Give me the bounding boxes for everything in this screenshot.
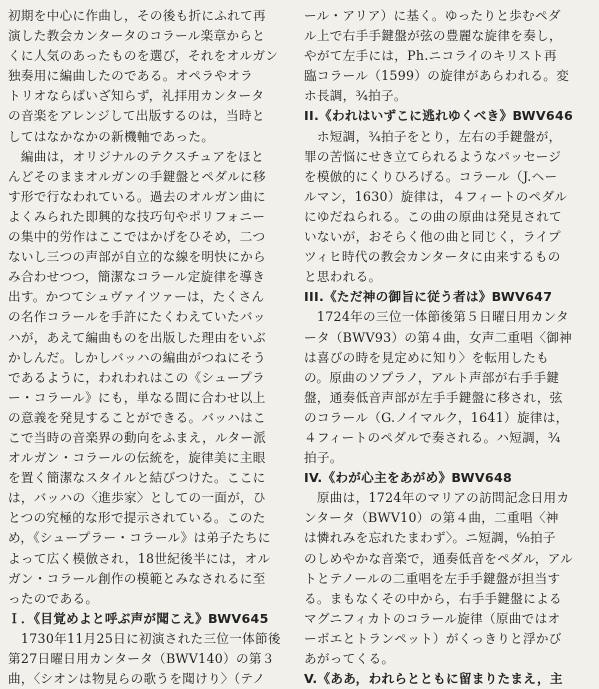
text-line: くに人気のあったものを選び，それをオルガン: [8, 48, 279, 64]
text-line: る。まもなくその中から，右手手鍵盤による: [304, 590, 562, 606]
text-line: ーボエとトランペット）がくっきりと浮かび: [304, 630, 562, 646]
section-heading: V.《ああ，われらとともに留まりたまえ，主: [304, 671, 563, 687]
text-line: の意義を発見することができる。バッハはこ: [8, 409, 266, 425]
text-line: 演した教会カンタータのコラール楽章からと: [8, 28, 266, 44]
text-line: こで当時の音楽界の動向をふまえ，ルター派: [8, 429, 267, 445]
text-line: ないし三つの声部が自立的な線を明快にから: [8, 249, 266, 265]
text-line: の集中的労作はここではかげをひそめ，二つ: [8, 229, 266, 245]
text-line: 原曲は，1724年のマリアの訪問記念日用カ: [304, 490, 570, 506]
text-line: ル上で右手手鍵盤が弦の豊麗な旋律を奏し，: [304, 28, 562, 44]
text-line: 1730年11月25日に初演された三位一体節後: [8, 630, 281, 646]
text-line: してはなかなかの新機軸であった。: [8, 128, 215, 144]
text-line: ガン・コラール創作の模範とみなされるに至: [8, 570, 266, 586]
section-heading: Ｉ．《目覚めよと呼ぶ声が聞こえ》BWV645: [8, 610, 269, 626]
text-line: マグニフィカトのコラール旋律（原曲ではオ: [304, 610, 561, 626]
left-column: [8, 6, 291, 689]
text-line: いないが，おそらく他の曲と同じく，ライプ: [304, 229, 561, 245]
text-line: トリオならばいざ知らず，礼拝用カンタータ: [8, 88, 265, 104]
right-column: [304, 6, 593, 689]
text-line: 編曲は，オリジナルのテクスチュアをほと: [8, 148, 264, 164]
text-line: 第27日曜日用カンタータ（BWV140）の第３: [8, 651, 275, 666]
text-line: め，《シュープラー・コラール》は弟子たちに: [8, 530, 271, 546]
text-line: の名作コラールを手許にたくわえていたバッ: [8, 309, 266, 325]
text-line: よくみられた即興的な技巧句やポリフォニー: [8, 208, 266, 224]
text-line: あがってくる。: [304, 651, 395, 666]
text-line: を置く簡潔なスタイルと結びつけた。ここに: [8, 470, 266, 486]
text-line: オルガン・コラールの伝統を，旋律美に主眼: [8, 450, 266, 466]
text-line: 罪の苦悩にせき立てられるようなパッセージ: [304, 148, 562, 164]
text-line: やがて左手には，Ph.ニコライのキリスト再: [304, 48, 557, 64]
text-line: ４フィートのペダルで奏される。ハ短調，¾: [304, 429, 561, 445]
text-line: であるように，われわれはこの《シュープラ: [8, 369, 265, 385]
text-line: を模倣的にくりひろげる。コラール（J.ヘー: [304, 168, 558, 184]
text-line: 初期を中心に作曲し，その後も折にふれて再: [8, 8, 266, 23]
text-line: み合わせつつ，簡潔なコラール定旋律を導き: [8, 269, 266, 285]
text-line: 出す。かつてシュヴァイツァーは，たくさん: [8, 289, 265, 305]
text-line: ったのである。: [8, 590, 99, 606]
text-line: トとテノールの二重唱を左手手鍵盤が担当す: [304, 570, 561, 586]
text-line: は喜びの時を見定めに知り〉を転用したも: [304, 349, 549, 365]
text-line: 盤，通奏低音声部が左手手鍵盤に移され，弦: [304, 389, 563, 405]
text-line: ール・アリア）に基く。ゆったりと歩むペダ: [304, 8, 561, 23]
text-line: かしんだ。しかしバッハの編曲がつねにそう: [8, 349, 266, 365]
text-line: す形で行なわれている。過去のオルガン曲に: [8, 188, 266, 204]
text-line: 1724年の三位一体節後第５日曜日用カンタ: [304, 309, 569, 325]
text-line: ハが，あえて編曲ものを出版した理由をいぶ: [8, 329, 266, 345]
text-line: は憐れみを忘れたまわず〉。ニ短調，⁶⁄₈拍子: [304, 530, 556, 546]
text-line: ツィヒ時代の教会カンタータに由来するもの: [304, 249, 561, 265]
text-line: の。原曲のソプラノ，アルト声部が右手手鍵: [304, 369, 560, 385]
text-line: 臨コラール（1599）の旋律があらわれる。変: [304, 68, 570, 84]
text-line: のしめやかな音楽で，通奏低音をペダル，アル: [304, 550, 574, 566]
text-line: よって広く模倣され，18世紀後半には，オル: [8, 550, 271, 566]
text-line: とつの究極的な形で提示されている。このた: [8, 510, 266, 526]
text-line: 曲，〈シオンは物見らの歌うを聞けり〉（テノ: [8, 671, 266, 687]
text-line: ホ短調，¾拍子をとり，左右の手鍵盤が，: [304, 128, 562, 144]
section-heading: II.《われはいずこに逃れゆくべき》BWV646: [304, 108, 574, 124]
text-line: にゆだねられる。この曲の原曲は発見されて: [304, 208, 562, 224]
section-heading: III.《ただ神の御旨に従う者は》BWV647: [304, 289, 553, 305]
text-line: は，バッハの〈進歩家〉としての一面が，ひ: [8, 490, 266, 506]
text-line: ホ長調，¾拍子。: [304, 88, 407, 104]
text-line: のコラール（G.ノイマルク，1641）旋律は，: [304, 409, 569, 425]
text-line: と思われる。: [304, 269, 382, 285]
text-line: 拍子。: [304, 450, 343, 466]
text-line: ータ（BWV93）の第４曲，女声二重唱〈御神: [304, 329, 573, 345]
text-line: ー・コラール》にも，単なる間に合わせ以上: [8, 389, 266, 405]
text-line: ルマン，1630）旋律は，４フィートのペダル: [304, 188, 568, 204]
text-line: の音楽をアレンジして出版するのは，当時と: [8, 108, 265, 124]
text-line: んどそのままオルガンの手鍵盤とペダルに移: [8, 168, 266, 184]
text-line: ンタータ（BWV10）の第４曲，二重唱〈神: [304, 510, 559, 526]
text-line: 独奏用に編曲したのである。オペラやオラ: [8, 68, 253, 84]
section-heading: IV.《わが心主をあがめ》BWV648: [304, 470, 513, 486]
